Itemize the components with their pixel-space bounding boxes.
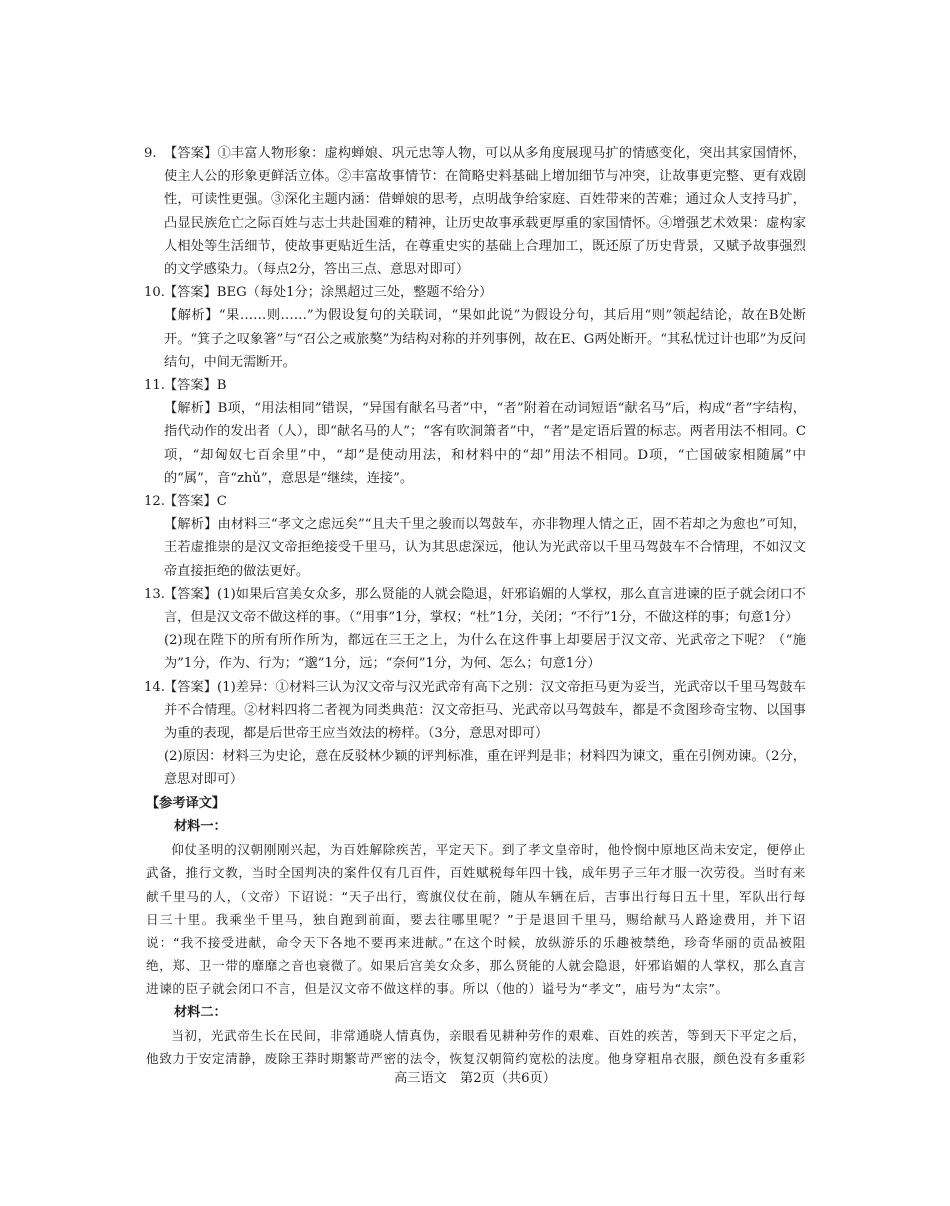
question-number: 14.: [144, 679, 165, 695]
material-1-title: 材料一：: [174, 818, 227, 834]
material-2-title: 材料二：: [174, 1004, 227, 1020]
analysis-line: 【解析】B项，“用法相同”错误，“异国有献名马者”中，“者”附着在动词短语“献名马”后，构成“者”字结构，指代动作的发出者（人），即“献名马的人”；“客有吹洞箫者”中，“者”是定语后置的标志。两者用法不相同。C项，“却匈奴七百余里”中，“却”是使动用法，和材料中的“却”用法不相同。D项，“亡国破家相随属”中的“属”，音“zhǔ”，意思是“继续，连接”。: [164, 401, 806, 486]
material-1-translation: 仰仗圣明的汉朝刚刚兴起，为百姓解除疾苦，平定天下。到了孝文皇帝时，他怜悯中原地区尚未安定，便停止武备，推行文教，当时全国判决的案件仅有几百件，百姓赋税每年四十钱，成年男子三年才服一次劳役。当时有来献千里马的人，（文帝）下诏说：“天子出行，鸾旗仪仗在前，随从车辆在后，吉事出行每日五十里，军队出行每日三十里。我乘坐千里马，独自跑到前面，要去往哪里呢？”于是退回千里马，赐给献马人路途费用，并下诏说：“我不接受进献，命令天下各地不要再来进献。”在这个时候，放纵游乐的乐趣被禁绝，珍奇华丽的贡品被阻绝，郑、卫一带的靡靡之音也衰微了。如果后宫美女众多，那么贤能的人就会隐退，奸邪谄媚的人掌权，那么直言进谏的臣子就会闭口不言，但是汉文帝不做这样的事。所以（他的）谥号为“孝文”，庙号为“太宗”。: [146, 842, 806, 997]
analysis-line: 【解析】由材料三“孝文之虑远矣”“且夫千里之骏而以驾鼓车，亦非物理人情之正，固不若却之为愈也”可知，王若虚推崇的是汉文帝拒绝接受千里马，认为其思虑深远，他认为光武帝以千里马驾鼓车不合情理，不如汉文帝直接拒绝的做法更好。: [164, 517, 806, 579]
answer-item-14: [146, 676, 806, 792]
answer-line: 【答案】①丰富人物形象：虚构蝉娘、巩元忠等人物，可以从多角度展现马扩的情感变化，突出其家国情怀，使主人公的形象更鲜活立体。②丰富故事情节：在简略史料基础上增加细节与冲突，让故事更完整、更有戏剧性，可读性更强。③深化主题内涵：借蝉娘的思考，点明战争给家庭、百姓带来的苦难；通过众人支持马扩，凸显民族危亡之际百姓与志士共赴国难的精神，让历史故事承载更厚重的家国情怀。④增强艺术效果：虚构家人相处等生活细节，使故事更贴近生活，在尊重史实的基础上合理加工，既还原了历史背景，又赋予故事强烈的文学感染力。（每点2分，答出三点、意思对即可）: [164, 146, 806, 278]
question-number: 9.: [144, 146, 157, 161]
answer-line: 【答案】B: [164, 378, 227, 394]
answer-line: 【答案】C: [164, 494, 227, 510]
material-2-translation: 当初，光武帝生长在民间，非常通晓人情真伪，亲眼看见耕种劳作的艰难、百姓的疾苦，等到天下平定之后，他致力于安定清静，废除王莽时期繁苛严密的法令，恢复汉朝简约宽松的法度。他身穿粗帛衣服，颜色没有多重彩: [146, 1027, 806, 1066]
analysis-line: 【解析】“果……则……”为假设复句的关联词，“果如此说”为假设分句，其后用“则”领起结论，故在B处断开。“箕子之叹象箸”与“召公之戒旅獒”为结构对称的并列事例，故在E、G两处断开。“其私忧过计也耶”为反问结句，中间无需断开。: [164, 308, 806, 370]
answer-line: (2)现在陛下的所有所作所为，都远在三王之上，为什么在这件事上却要居于汉文帝、光武帝之下呢？（“施为”1分，作为、行为；“邈”1分，远；“奈何”1分，为何、怎么；句意1分）: [164, 633, 806, 672]
answer-content: [146, 142, 806, 1070]
answer-line: 【答案】(1)如果后宫美女众多，那么贤能的人就会隐退，奸邪谄媚的人掌权，那么直言进谏的臣子就会闭口不言，但是汉文帝不做这样的事。（“用事”1分，掌权；“杜”1分，关闭；“不行”1分，不做这样的事；句意1分）: [164, 586, 806, 626]
question-number: 11.: [144, 378, 165, 394]
answer-line: 【答案】(1)差异：①材料三认为汉文帝与汉光武帝有高下之别：汉文帝拒马更为妥当，光武帝以千里马驾鼓车并不合情理。②材料四将二者视为同类典范：汉文帝拒马、光武帝以马驾鼓车，都是不贪图珍奇宝物、以国事为重的表现，都是后世帝王应当效法的榜样。（3分，意思对即可）: [164, 679, 806, 742]
reference-translation-title: 【参考译文】: [146, 795, 226, 811]
answer-item-11: [146, 374, 806, 490]
question-number: 10.: [144, 285, 165, 301]
answer-item-10: [146, 281, 806, 374]
question-number: 12.: [144, 494, 165, 510]
answer-item-13: [146, 583, 806, 676]
answer-line: (2)原因：材料三为史论，意在反驳林少颖的评判标准，重在评判是非；材料四为谏文，重在引例劝谏。（2分，意思对即可）: [164, 749, 806, 788]
page-footer: 高三语文 第2页（共6页）: [394, 1071, 556, 1086]
question-number: 13.: [144, 586, 165, 602]
answer-item-9: [146, 142, 806, 281]
answer-item-12: [146, 490, 806, 583]
answer-line: 【答案】BEG（每处1分；涂黑超过三处，整题不给分）: [164, 285, 493, 301]
